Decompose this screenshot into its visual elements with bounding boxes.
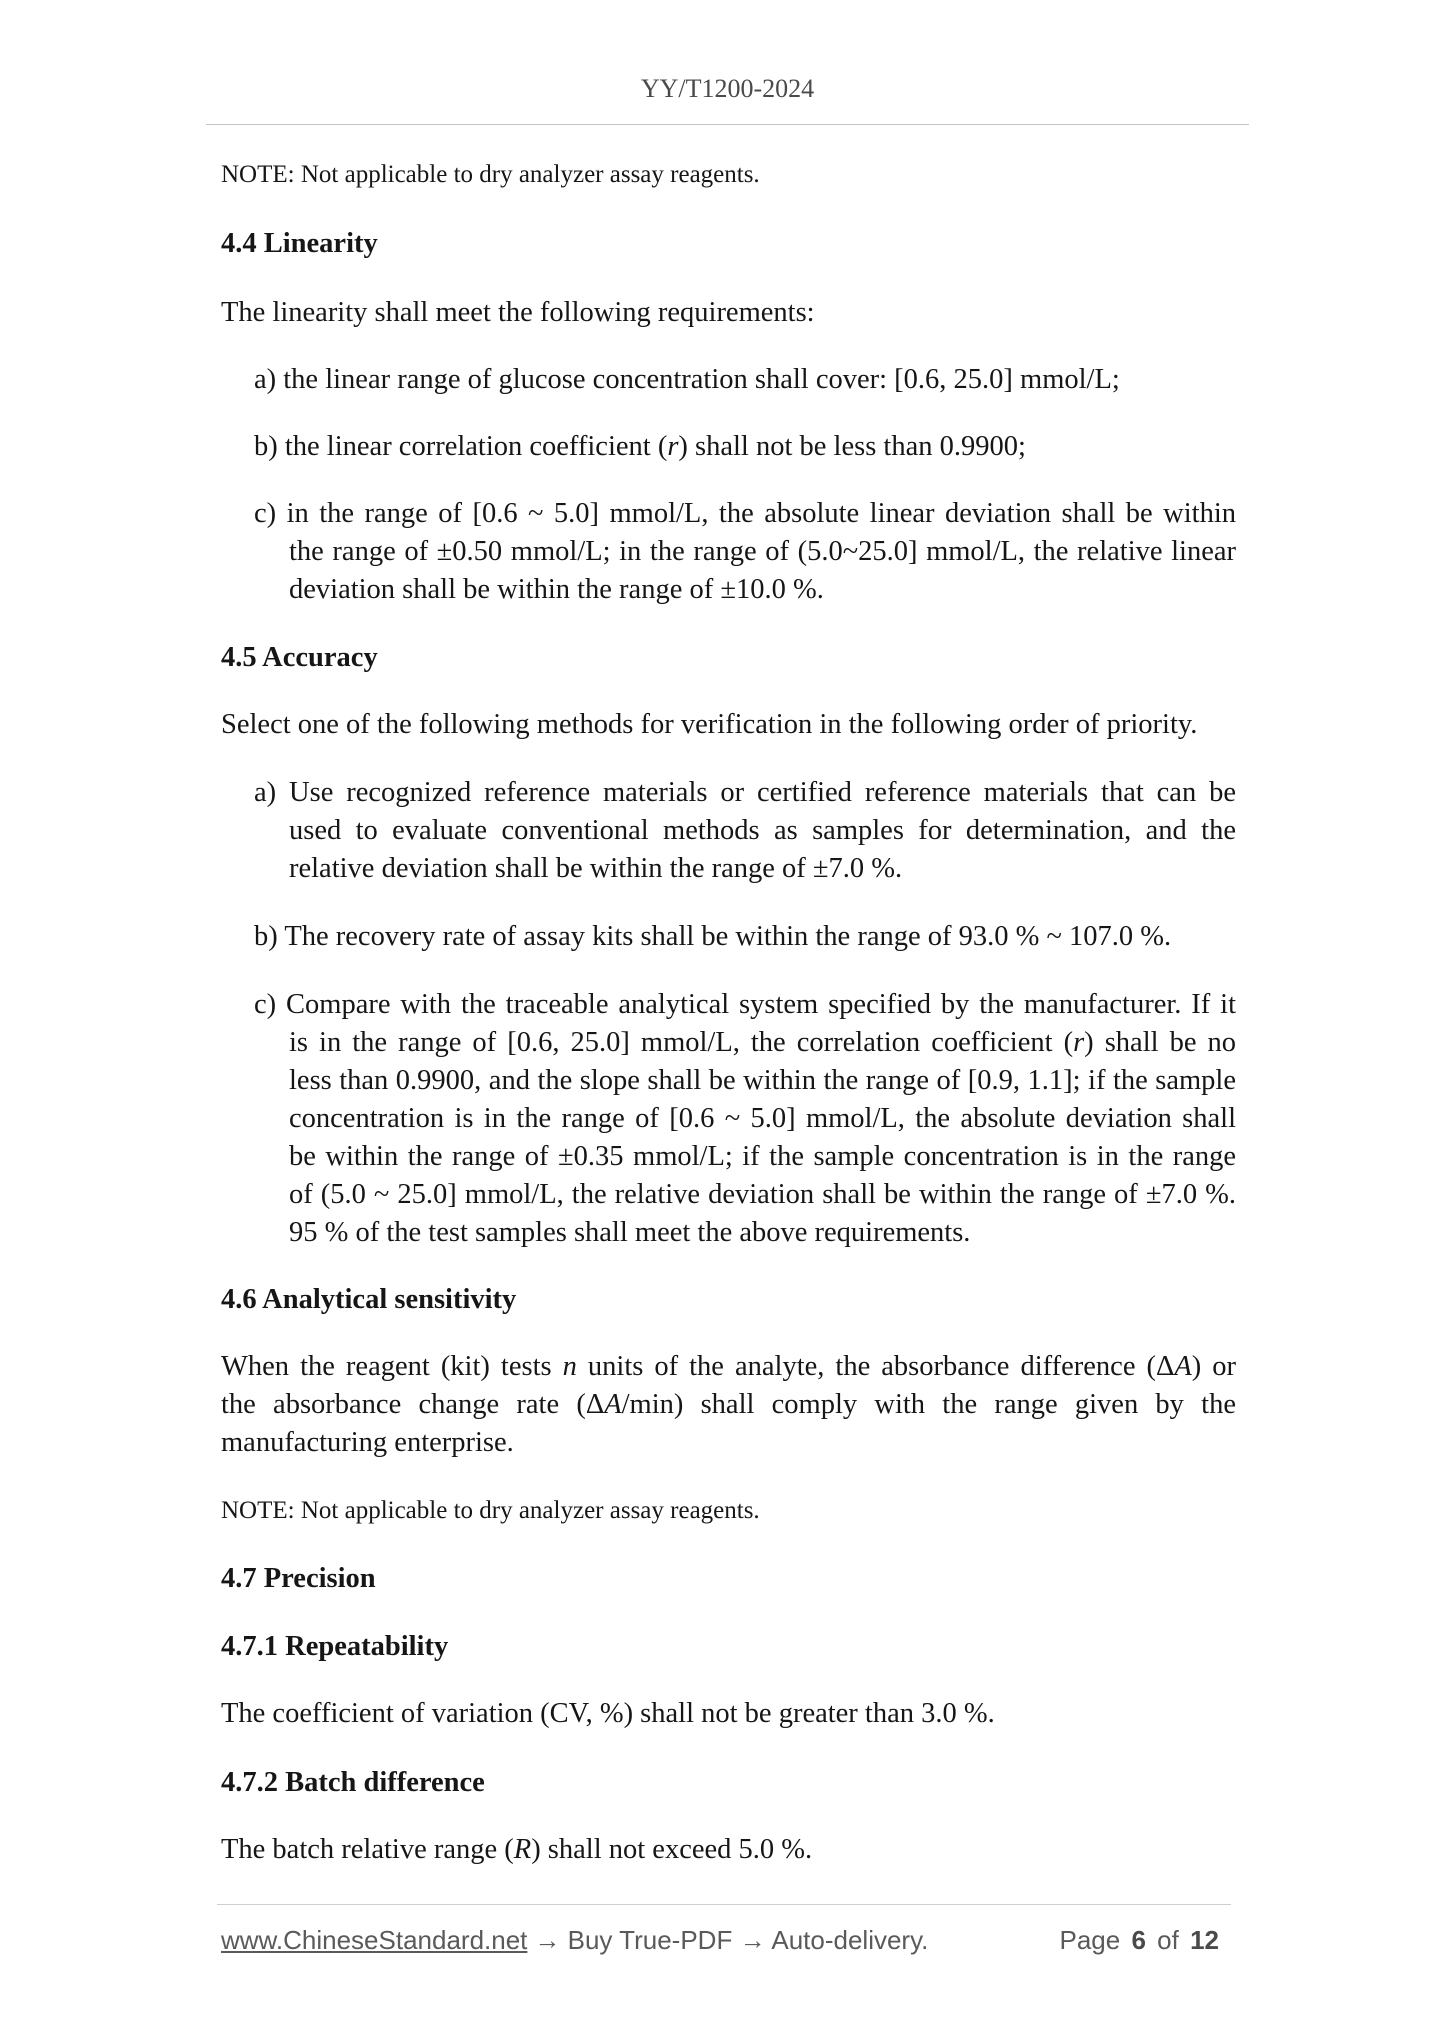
accuracy-item-c-text: ) shall be no: [1084, 1027, 1237, 1058]
sensitivity-text: /min) shall comply with the range given by the: [621, 1389, 1236, 1420]
linearity-item-b: [254, 428, 1026, 466]
document-code-header: YY/T1200-2024: [640, 74, 815, 103]
header-divider: [206, 124, 1249, 125]
variable-r: r: [667, 431, 679, 462]
accuracy-item-c-line: 95 % of the test samples shall meet the above requirements.: [289, 1217, 971, 1248]
linearity-item-c-line: c) in the range of [0.6 ~ 5.0] mmol/L, the absolute linear deviation shall be within: [254, 498, 1236, 529]
footer-promo-text: → Buy True-PDF → Auto-delivery.: [534, 1925, 929, 1955]
chinesestandard-link[interactable]: www.ChineseStandard.net: [221, 1925, 528, 1955]
sensitivity-text: When the reagent (kit) tests: [221, 1351, 563, 1382]
heading-analytical-sensitivity: 4.6 Analytical sensitivity: [221, 1284, 517, 1315]
linearity-item-b-text: ) shall not be less than 0.9900;: [678, 431, 1026, 462]
linearity-item-c-line: deviation shall be within the range of ±10.0 %.: [289, 574, 824, 605]
heading-batch-difference: 4.7.2 Batch difference: [221, 1767, 485, 1798]
page-current: 6: [1131, 1925, 1146, 1955]
accuracy-item-c-text: is in the range of [0.6, 25.0] mmol/L, the correlation coefficient (: [289, 1027, 1074, 1058]
accuracy-item-a-line: relative deviation shall be within the range of ±7.0 %.: [289, 853, 903, 884]
accuracy-item-c: [254, 986, 1237, 1252]
variable-a: A: [1174, 1351, 1192, 1382]
accuracy-item-c-line: be within the range of ±0.35 mmol/L; if the sample concentration is in the range: [289, 1141, 1236, 1172]
accuracy-item-a-line: a) Use recognized reference materials or certified reference materials that can be: [254, 777, 1236, 808]
page-total: 12: [1190, 1925, 1219, 1955]
page-label: Page: [1059, 1925, 1121, 1955]
accuracy-item-a: [254, 774, 1236, 888]
footer-promo-bar: [221, 1923, 928, 1957]
sensitivity-text: units of the analyte, the absorbance difference (Δ: [576, 1351, 1175, 1382]
batch-difference-segment: The batch relative range (: [221, 1834, 514, 1865]
sensitivity-line: [221, 1386, 1236, 1424]
accuracy-item-a-line: used to evaluate conventional methods as samples for determination, and the: [289, 815, 1236, 846]
accuracy-item-c-line: c) Compare with the traceable analytical system specified by the manufacturer. If it: [254, 989, 1236, 1020]
page-of-label: of: [1157, 1925, 1179, 1955]
note-top: NOTE: Not applicable to dry analyzer assay reagents.: [221, 161, 760, 188]
accuracy-item-c-line: less than 0.9900, and the slope shall be within the range of [0.9, 1.1]; if the sample: [289, 1065, 1236, 1096]
linearity-item-a: a) the linear range of glucose concentration shall cover: [0.6, 25.0] mmol/L;: [254, 364, 1120, 395]
sensitivity-text: the absorbance change rate (Δ: [221, 1389, 605, 1420]
batch-difference-segment: ) shall not exceed 5.0 %.: [531, 1834, 813, 1865]
linearity-item-b-text: b) the linear correlation coefficient (: [254, 431, 668, 462]
sensitivity-line: [221, 1348, 1236, 1386]
heading-precision: 4.7 Precision: [221, 1563, 376, 1594]
batch-difference-text: [221, 1831, 812, 1869]
variable-r-capital: R: [513, 1834, 532, 1865]
heading-linearity: 4.4 Linearity: [221, 228, 378, 259]
heading-accuracy: 4.5 Accuracy: [221, 642, 378, 673]
linearity-item-c: [254, 495, 1236, 609]
linearity-intro: The linearity shall meet the following requirements:: [221, 297, 815, 328]
variable-a: A: [604, 1389, 622, 1420]
sensitivity-text: ) or: [1191, 1351, 1236, 1382]
accuracy-intro: Select one of the following methods for verification in the following order of priority.: [221, 709, 1198, 740]
page-indicator: [1059, 1923, 1223, 1957]
variable-r: r: [1073, 1027, 1085, 1058]
sensitivity-paragraph: [221, 1348, 1236, 1462]
linearity-item-c-line: the range of ±0.50 mmol/L; in the range of (5.0~25.0] mmol/L, the relative linear: [289, 536, 1236, 567]
accuracy-item-b: b) The recovery rate of assay kits shall be within the range of 93.0 % ~ 107.0 %.: [254, 921, 1172, 952]
footer-divider: [217, 1904, 1231, 1905]
accuracy-item-c-line: concentration is in the range of [0.6 ~ 5.0] mmol/L, the absolute deviation shall: [289, 1103, 1236, 1134]
variable-n: n: [562, 1351, 577, 1382]
heading-repeatability: 4.7.1 Repeatability: [221, 1631, 449, 1662]
note-sensitivity: NOTE: Not applicable to dry analyzer assay reagents.: [221, 1497, 760, 1524]
sensitivity-line: manufacturing enterprise.: [221, 1427, 514, 1458]
accuracy-item-c-line: [289, 1024, 1236, 1062]
accuracy-item-c-line: of (5.0 ~ 25.0] mmol/L, the relative deviation shall be within the range of ±7.0 %.: [289, 1179, 1236, 1210]
repeatability-text: The coefficient of variation (CV, %) shall not be greater than 3.0 %.: [221, 1698, 995, 1729]
